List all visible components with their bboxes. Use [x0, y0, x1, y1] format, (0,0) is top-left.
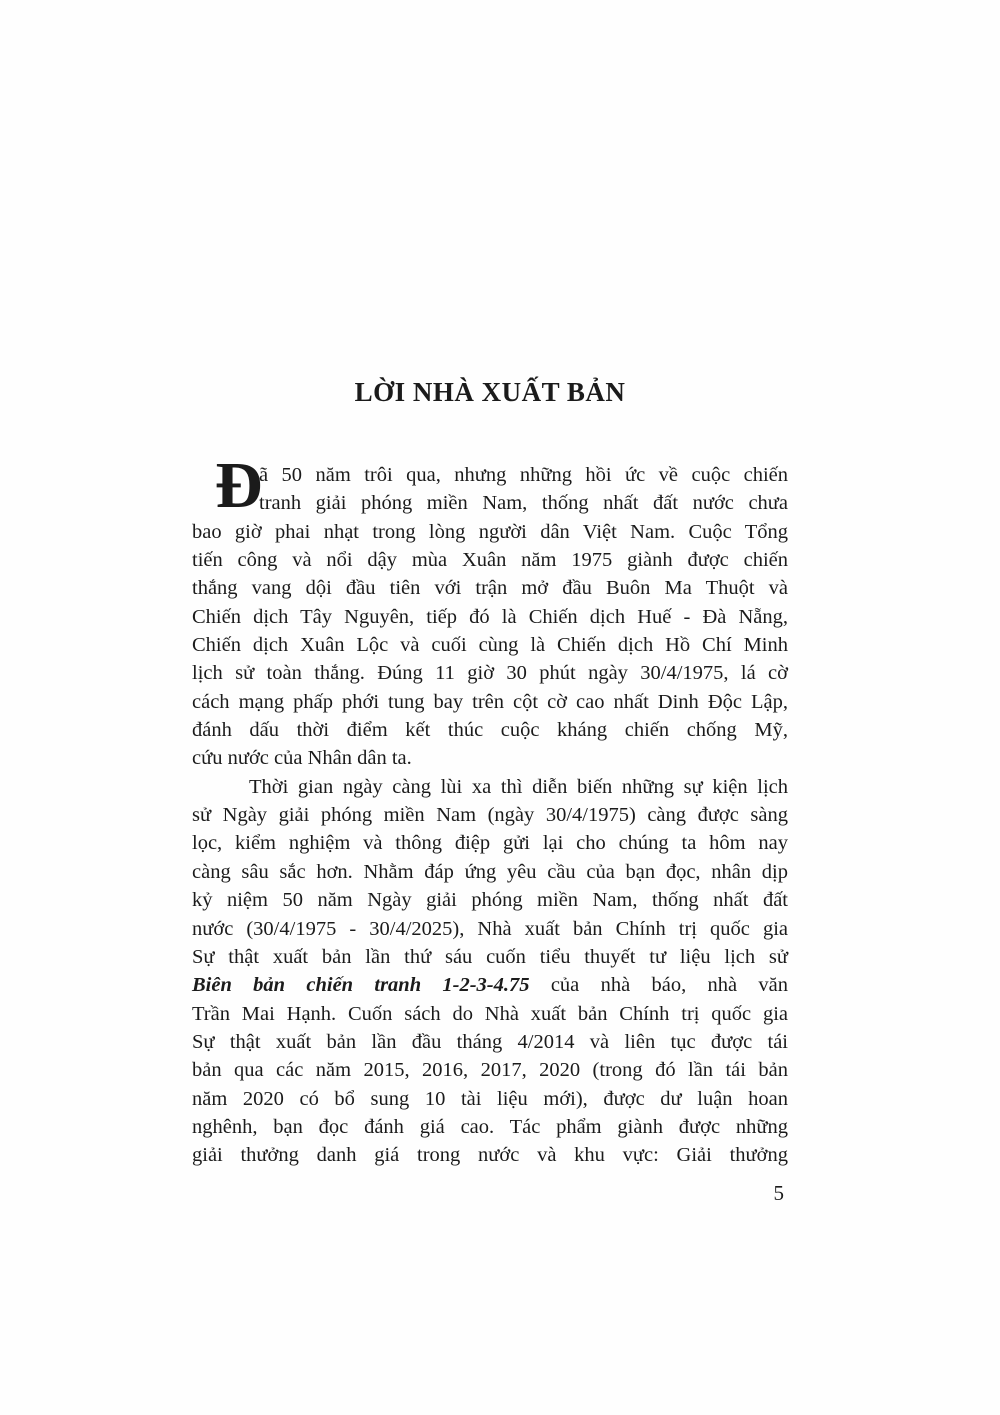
- page-number: 5: [773, 1181, 784, 1205]
- book-title-emphasis: Biên bản chiến tranh 1-2-3-4.75: [192, 974, 530, 997]
- text-line: Chiến dịch Xuân Lộc và cuối cùng là Chiến dịch Hồ Chí Minh: [192, 634, 788, 657]
- text-line: ã 50 năm trôi qua, nhưng những hồi ức về cuộc chiến: [259, 464, 788, 486]
- text-line: bản qua các năm 2015, 2016, 2017, 2020 (trong đó lần tái bản: [192, 1059, 788, 1082]
- text-line: giải thưởng danh giá trong nước và khu vực: Giải thưởng: [192, 1144, 788, 1167]
- text-line: nghênh, bạn đọc đánh giá cao. Tác phẩm giành được những: [192, 1115, 788, 1138]
- text-line: cách mạng phấp phới tung bay trên cột cờ cao nhất Dinh Độc Lập,: [192, 690, 788, 713]
- paragraph-1: [192, 449, 788, 773]
- text-line-with-book-title: [192, 971, 788, 999]
- page-title: LỜI NHÀ XUẤT BẢN: [354, 377, 626, 407]
- text-line: càng sâu sắc hơn. Nhằm đáp ứng yêu cầu của bạn đọc, nhân dịp: [192, 860, 788, 883]
- paragraph-2: [192, 773, 788, 1170]
- body-text: [192, 449, 789, 1170]
- text-line: Trần Mai Hạnh. Cuốn sách do Nhà xuất bản Chính trị quốc gia: [192, 1002, 788, 1025]
- text-line: đánh dấu thời điểm kết thúc cuộc kháng chiến chống Mỹ,: [192, 719, 788, 742]
- text-line: lọc, kiểm nghiệm và thông điệp gửi lại cho chúng ta hôm nay: [192, 832, 788, 855]
- text-line: kỷ niệm 50 năm Ngày giải phóng miền Nam, thống nhất đất: [192, 889, 788, 912]
- text-line: Sự thật xuất bản lần đầu tháng 4/2014 và liên tục được tái: [192, 1030, 788, 1053]
- text-line: Thời gian ngày càng lùi xa thì diễn biến những sự kiện lịch: [249, 775, 788, 798]
- text-line: Sự thật xuất bản lần thứ sáu cuốn tiểu thuyết tư liệu lịch sử: [192, 945, 788, 968]
- text-line: cứu nước của Nhân dân ta.: [192, 747, 412, 770]
- text-line: tiến công và nổi dậy mùa Xuân năm 1975 giành được chiến: [192, 549, 788, 572]
- text-line: tranh giải phóng miền Nam, thống nhất đất nước chưa: [259, 492, 788, 515]
- drop-cap: Đ: [215, 449, 263, 522]
- text-line: lịch sử toàn thắng. Đúng 11 giờ 30 phút ngày 30/4/1975, lá cờ: [192, 662, 788, 685]
- text-line-rest: của nhà báo, nhà văn: [529, 974, 789, 997]
- text-line: nước (30/4/1975 - 30/4/2025), Nhà xuất bản Chính trị quốc gia: [192, 917, 788, 940]
- text-line: bao giờ phai nhạt trong lòng người dân Việt Nam. Cuộc Tổng: [192, 520, 788, 543]
- text-line: năm 2020 có bổ sung 10 tài liệu mới), được dư luận hoan: [192, 1087, 788, 1110]
- text-line: sử Ngày giải phóng miền Nam (ngày 30/4/1975) càng được sàng: [192, 804, 788, 827]
- text-line: Chiến dịch Tây Nguyên, tiếp đó là Chiến dịch Huế - Đà Nẵng,: [192, 605, 788, 628]
- text-line: thắng vang dội đầu tiên với trận mở đầu Buôn Ma Thuột và: [192, 577, 788, 600]
